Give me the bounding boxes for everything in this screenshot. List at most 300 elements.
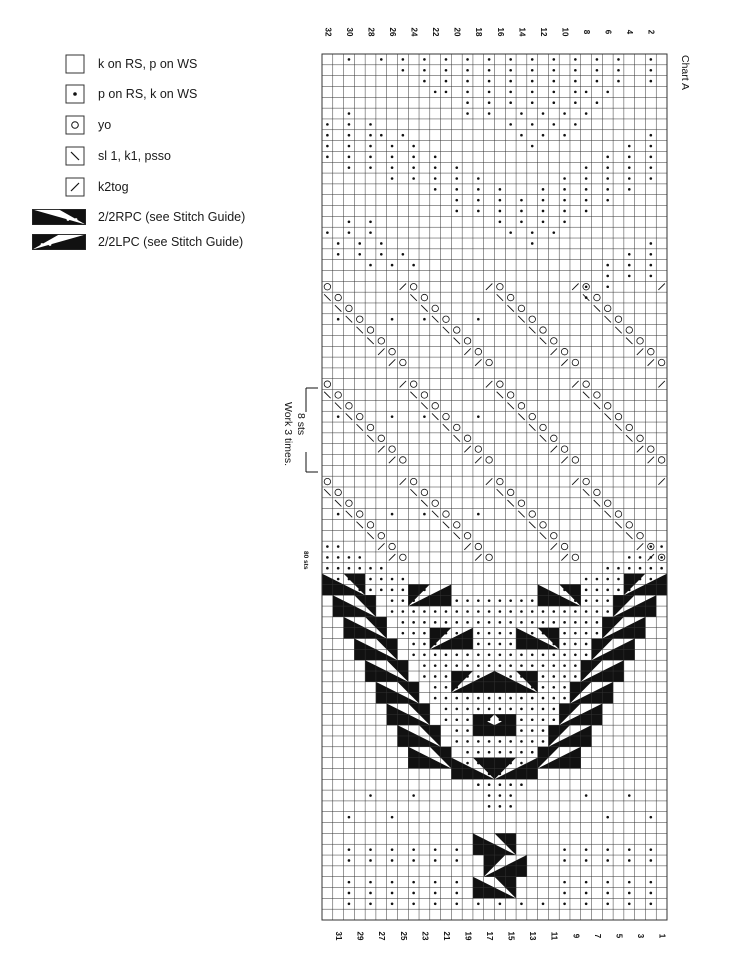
purl-stitch-mark	[455, 653, 458, 656]
purl-stitch-mark	[326, 545, 329, 548]
ssk-stitch-mark	[454, 435, 460, 441]
purl-stitch-mark	[574, 123, 577, 126]
yo-stitch-mark	[648, 446, 654, 452]
purl-stitch-mark	[509, 783, 512, 786]
purl-stitch-mark	[606, 859, 609, 862]
purl-stitch-mark	[574, 610, 577, 613]
top-column-number: 4	[625, 29, 635, 35]
yo-stitch-mark	[443, 413, 449, 419]
purl-stitch-mark	[380, 253, 383, 256]
k2tog-stitch-mark	[475, 554, 481, 560]
ssk-stitch-mark	[540, 435, 546, 441]
purl-stitch-mark	[423, 58, 426, 61]
purl-stitch-mark	[488, 664, 491, 667]
purl-stitch-mark	[477, 740, 480, 743]
purl-stitch-mark	[402, 69, 405, 72]
purl-stitch-mark	[412, 881, 415, 884]
purl-stitch-mark	[542, 220, 545, 223]
purl-stitch-mark	[369, 220, 372, 223]
purl-stitch-mark	[650, 816, 653, 819]
ssk-stitch-mark	[507, 403, 513, 409]
purl-stitch-mark	[606, 156, 609, 159]
purl-stitch-mark	[542, 199, 545, 202]
purl-stitch-mark	[585, 210, 588, 213]
k2tog-stitch-mark	[486, 381, 492, 387]
purl-stitch-mark	[520, 210, 523, 213]
yo-stitch-mark	[583, 478, 589, 484]
yo-stitch-mark	[367, 424, 373, 430]
purl-stitch-mark	[445, 58, 448, 61]
purl-stitch-mark	[509, 231, 512, 234]
k2tog-stitch-mark	[572, 478, 578, 484]
ssk-stitch-mark	[497, 294, 503, 300]
ssk-stitch-mark	[518, 316, 524, 322]
yo-stitch-mark	[518, 305, 524, 311]
purl-stitch-mark	[606, 275, 609, 278]
purl-stitch-mark	[596, 589, 599, 592]
purl-stitch-mark	[509, 653, 512, 656]
purl-stitch-mark	[391, 166, 394, 169]
purl-stitch-mark	[412, 621, 415, 624]
purl-stitch-mark	[488, 708, 491, 711]
purl-stitch-mark	[531, 599, 534, 602]
purl-stitch-mark	[466, 80, 469, 83]
yo-stitch-mark	[551, 338, 557, 344]
purl-stitch-mark	[348, 134, 351, 137]
purl-stitch-mark	[509, 621, 512, 624]
ssk-stitch-mark	[410, 294, 416, 300]
purl-stitch-mark	[628, 264, 631, 267]
bottom-column-number: 19	[463, 931, 473, 941]
purl-stitch-mark	[520, 697, 523, 700]
purl-stitch-mark	[348, 892, 351, 895]
top-column-number: 2	[646, 29, 656, 35]
purl-stitch-mark	[520, 740, 523, 743]
legend-label: 2/2LPC (see Stitch Guide)	[98, 235, 244, 249]
ssk-stitch-mark	[497, 392, 503, 398]
purl-stitch-mark	[542, 718, 545, 721]
purl-stitch-mark	[488, 632, 491, 635]
yo-stitch-mark	[626, 522, 632, 528]
purl-stitch-mark	[369, 859, 372, 862]
ssk-stitch-mark	[410, 392, 416, 398]
k2tog-stitch-mark	[475, 457, 481, 463]
purl-stitch-mark	[348, 123, 351, 126]
purl-stitch-mark	[499, 794, 502, 797]
purl-stitch-mark	[606, 578, 609, 581]
purl-stitch-mark	[488, 80, 491, 83]
purl-stitch-mark	[369, 892, 372, 895]
purl-stitch-mark	[628, 567, 631, 570]
purl-stitch-mark	[412, 653, 415, 656]
purl-stitch-mark	[650, 58, 653, 61]
purl-stitch-mark	[596, 632, 599, 635]
purl-stitch-mark	[617, 69, 620, 72]
bottom-column-number: 17	[485, 931, 494, 941]
purl-stitch-mark	[369, 578, 372, 581]
purl-stitch-mark	[628, 902, 631, 905]
yo-stitch-mark	[475, 446, 481, 452]
purl-stitch-mark	[531, 145, 534, 148]
bottom-column-number: 5	[614, 933, 624, 939]
purl-stitch-mark	[531, 621, 534, 624]
purl-stitch-mark	[542, 134, 545, 137]
yo-stitch-mark	[604, 500, 610, 506]
legend-label: p on RS, k on WS	[98, 87, 198, 101]
purl-stitch-mark	[552, 697, 555, 700]
purl-stitch-mark	[391, 599, 394, 602]
yo-stitch-mark	[421, 489, 427, 495]
ssk-stitch-mark	[604, 316, 610, 322]
purl-stitch-mark	[542, 188, 545, 191]
purl-stitch-mark	[455, 718, 458, 721]
purl-stitch-mark	[660, 545, 663, 548]
purl-stitch-mark	[585, 902, 588, 905]
purl-stitch-mark	[628, 188, 631, 191]
purl-stitch-mark	[434, 664, 437, 667]
purl-stitch-mark	[337, 318, 340, 321]
purl-stitch-mark	[434, 675, 437, 678]
purl-stitch-mark	[488, 697, 491, 700]
purl-stitch-mark	[660, 556, 663, 559]
purl-stitch-mark	[326, 567, 329, 570]
purl-stitch-mark	[628, 859, 631, 862]
purl-stitch-mark	[488, 112, 491, 115]
yo-stitch-mark	[540, 522, 546, 528]
purl-stitch-mark	[348, 881, 351, 884]
ssk-stitch-mark	[335, 305, 341, 311]
yo-stitch-mark	[335, 489, 341, 495]
purl-stitch-mark	[445, 610, 448, 613]
top-column-number: 16	[495, 27, 505, 37]
ssk-stitch-mark	[443, 424, 449, 430]
purl-stitch-mark	[402, 58, 405, 61]
ssk-stitch-mark	[594, 305, 600, 311]
purl-stitch-mark	[380, 567, 383, 570]
purl-stitch-mark	[455, 892, 458, 895]
yo-stitch-mark	[410, 284, 416, 290]
yo-stitch-mark	[518, 500, 524, 506]
ssk-stitch-mark	[626, 338, 632, 344]
purl-stitch-mark	[499, 805, 502, 808]
purl-stitch-mark	[585, 643, 588, 646]
purl-stitch-mark	[499, 632, 502, 635]
purl-stitch-mark	[552, 58, 555, 61]
purl-stitch-mark	[477, 599, 480, 602]
ssk-stitch-mark	[583, 392, 589, 398]
yo-stitch-mark	[604, 305, 610, 311]
ssk-stitch-mark	[367, 532, 373, 538]
purl-stitch-mark	[509, 80, 512, 83]
purl-stitch-mark	[466, 58, 469, 61]
purl-stitch-mark	[650, 264, 653, 267]
purl-stitch-mark	[477, 318, 480, 321]
k2tog-stitch-mark	[658, 284, 664, 290]
purl-stitch-mark	[488, 653, 491, 656]
purl-stitch-mark	[445, 708, 448, 711]
purl-stitch-mark	[445, 91, 448, 94]
purl-stitch-mark	[650, 902, 653, 905]
purl-stitch-mark	[466, 653, 469, 656]
purl-stitch-mark	[477, 199, 480, 202]
purl-stitch-mark	[596, 578, 599, 581]
purl-stitch-mark	[455, 210, 458, 213]
purl-stitch-mark	[455, 729, 458, 732]
bottom-column-number: 23	[420, 931, 430, 941]
purl-stitch-mark	[326, 231, 329, 234]
yo-stitch-mark	[432, 403, 438, 409]
purl-stitch-mark	[650, 859, 653, 862]
ssk-stitch-mark	[324, 294, 330, 300]
k2tog-stitch-mark	[637, 446, 643, 452]
purl-stitch-mark	[348, 902, 351, 905]
purl-stitch-mark	[542, 729, 545, 732]
k2tog-stitch-mark	[378, 543, 384, 549]
purl-stitch-mark	[391, 177, 394, 180]
purl-stitch-mark	[358, 556, 361, 559]
purl-stitch-mark	[499, 697, 502, 700]
yo-stitch-mark	[400, 554, 406, 560]
purl-stitch-mark	[455, 708, 458, 711]
purl-stitch-mark	[552, 101, 555, 104]
yo-stitch-mark	[572, 554, 578, 560]
bottom-column-number: 7	[592, 933, 602, 939]
purl-stitch-mark	[391, 156, 394, 159]
yo-stitch-mark	[367, 522, 373, 528]
yo-stitch-mark	[378, 532, 384, 538]
purl-stitch-mark	[434, 859, 437, 862]
k2tog-stitch-mark	[400, 381, 406, 387]
purl-stitch-mark	[574, 632, 577, 635]
top-column-number: 24	[409, 27, 419, 37]
k2tog-stitch-mark	[486, 478, 492, 484]
purl-stitch-mark	[445, 80, 448, 83]
yo-stitch-mark	[346, 500, 352, 506]
ssk-stitch-mark	[454, 532, 460, 538]
purl-stitch-mark	[563, 210, 566, 213]
purl-stitch-mark	[606, 848, 609, 851]
purl-stitch-mark	[574, 675, 577, 678]
purl-stitch-mark	[337, 415, 340, 418]
yo-stitch-mark	[454, 522, 460, 528]
purl-stitch-mark	[337, 253, 340, 256]
purl-stitch-mark	[542, 112, 545, 115]
purl-stitch-mark	[650, 134, 653, 137]
purl-stitch-mark	[466, 91, 469, 94]
purl-stitch-mark	[606, 166, 609, 169]
ssk-stitch-mark	[432, 511, 438, 517]
k2tog-stitch-mark	[464, 348, 470, 354]
k2tog-stitch-mark	[378, 446, 384, 452]
purl-stitch-mark	[585, 632, 588, 635]
purl-stitch-mark	[488, 643, 491, 646]
purl-stitch-mark	[445, 664, 448, 667]
purl-stitch-mark	[477, 632, 480, 635]
yo-stitch-mark	[367, 327, 373, 333]
purl-stitch-mark	[499, 210, 502, 213]
yo-stitch-mark	[475, 543, 481, 549]
purl-stitch-mark	[499, 708, 502, 711]
yo-stitch-mark	[507, 294, 513, 300]
purl-stitch-mark	[650, 156, 653, 159]
purl-stitch-mark	[531, 708, 534, 711]
bottom-column-number: 15	[506, 931, 516, 941]
purl-stitch-mark	[412, 902, 415, 905]
purl-stitch-mark	[369, 589, 372, 592]
yo-stitch-mark	[615, 413, 621, 419]
purl-stitch-mark	[499, 220, 502, 223]
purl-stitch-mark	[348, 58, 351, 61]
purl-stitch-mark	[455, 599, 458, 602]
purl-stitch-mark	[563, 112, 566, 115]
yo-stitch-mark	[518, 403, 524, 409]
yo-stitch-mark	[357, 413, 363, 419]
purl-stitch-mark	[585, 794, 588, 797]
yo-stitch-mark	[529, 316, 535, 322]
purl-stitch-mark	[596, 621, 599, 624]
purl-stitch-mark	[552, 653, 555, 656]
ssk-stitch-mark	[583, 294, 589, 300]
purl-stitch-mark	[520, 199, 523, 202]
k2tog-stitch-mark	[551, 446, 557, 452]
purl-stitch-mark	[499, 664, 502, 667]
legend-label: yo	[98, 118, 112, 132]
ssk-stitch-mark	[615, 522, 621, 528]
ssk-stitch-mark	[497, 489, 503, 495]
purl-stitch-mark	[391, 513, 394, 516]
purl-stitch-mark	[412, 632, 415, 635]
purl-stitch-mark	[402, 632, 405, 635]
ssk-stitch-mark	[594, 500, 600, 506]
yo-stitch-mark	[594, 294, 600, 300]
purl-stitch-mark	[412, 859, 415, 862]
ssk-stitch-mark	[583, 489, 589, 495]
purl-stitch-mark	[477, 643, 480, 646]
purl-stitch-mark	[639, 567, 642, 570]
purl-stitch-mark	[434, 686, 437, 689]
ssk-stitch-mark	[443, 327, 449, 333]
purl-stitch-mark	[348, 220, 351, 223]
top-column-number: 18	[474, 27, 484, 37]
purl-stitch-mark	[552, 69, 555, 72]
purl-stitch-mark	[337, 513, 340, 516]
bottom-column-number: 11	[549, 931, 559, 941]
yo-stitch-mark	[486, 457, 492, 463]
yo-stitch-mark	[400, 359, 406, 365]
ssk-stitch-mark	[346, 413, 352, 419]
ssk-stitch-mark	[324, 489, 330, 495]
purl-stitch-mark	[455, 621, 458, 624]
purl-stitch-mark	[509, 751, 512, 754]
purl-stitch-mark	[531, 101, 534, 104]
purl-stitch-mark	[520, 729, 523, 732]
purl-stitch-mark	[563, 892, 566, 895]
purl-stitch-mark	[563, 632, 566, 635]
bottom-column-number: 25	[398, 931, 408, 941]
yo-stitch-mark	[454, 327, 460, 333]
column-number-labels	[323, 28, 666, 941]
k2tog-stitch-mark	[551, 543, 557, 549]
purl-stitch-mark	[606, 599, 609, 602]
purl-stitch-mark	[391, 318, 394, 321]
purl-stitch-mark	[445, 69, 448, 72]
purl-stitch-mark	[531, 610, 534, 613]
top-column-number: 32	[323, 27, 333, 37]
purl-stitch-mark	[369, 902, 372, 905]
purl-stitch-mark	[563, 621, 566, 624]
purl-stitch-mark	[499, 902, 502, 905]
k2tog-stitch-mark	[561, 554, 567, 560]
purl-stitch-mark	[423, 621, 426, 624]
purl-stitch-mark	[531, 242, 534, 245]
yo-stitch-mark	[464, 532, 470, 538]
yo-stitch-mark	[357, 316, 363, 322]
ssk-stitch-mark	[626, 532, 632, 538]
yo-stitch-mark	[572, 457, 578, 463]
purl-stitch-mark	[348, 166, 351, 169]
purl-stitch-mark	[391, 859, 394, 862]
purl-stitch-mark	[466, 610, 469, 613]
purl-stitch-mark	[412, 643, 415, 646]
top-column-number: 28	[366, 27, 376, 37]
yo-stitch-mark	[615, 316, 621, 322]
purl-stitch-mark	[520, 783, 523, 786]
purl-stitch-mark	[596, 80, 599, 83]
purl-stitch-mark	[585, 578, 588, 581]
purl-stitch-mark	[596, 58, 599, 61]
yo-stitch-mark	[443, 316, 449, 322]
yo-stitch-mark	[658, 457, 664, 463]
purl-stitch-mark	[531, 69, 534, 72]
purl-stitch-mark	[509, 740, 512, 743]
purl-stitch-mark	[617, 589, 620, 592]
purl-stitch-mark	[477, 675, 480, 678]
purl-stitch-mark	[369, 794, 372, 797]
purl-stitch-mark	[412, 264, 415, 267]
yo-stitch-mark	[389, 348, 395, 354]
purl-stitch-mark	[606, 902, 609, 905]
purl-stitch-mark	[434, 188, 437, 191]
yo-stitch-mark	[583, 381, 589, 387]
ssk-stitch-mark	[357, 327, 363, 333]
ssk-stitch-mark	[335, 500, 341, 506]
purl-stitch-mark	[402, 589, 405, 592]
purl-stitch-mark	[585, 166, 588, 169]
purl-stitch-mark	[509, 697, 512, 700]
purl-stitch-mark	[520, 220, 523, 223]
ssk-stitch-mark	[518, 413, 524, 419]
purl-stitch-mark	[596, 69, 599, 72]
purl-stitch-mark	[477, 415, 480, 418]
purl-stitch-mark	[391, 848, 394, 851]
ssk-stitch-mark	[357, 522, 363, 528]
purl-stitch-mark	[358, 567, 361, 570]
purl-stitch-mark	[650, 242, 653, 245]
purl-stitch-mark	[542, 740, 545, 743]
purl-stitch-mark	[585, 892, 588, 895]
purl-stitch-mark	[509, 599, 512, 602]
repeat-instruction-label: Work 3 times.	[282, 402, 294, 466]
ssk-stitch-mark	[410, 489, 416, 495]
purl-stitch-mark	[509, 610, 512, 613]
purl-stitch-mark	[348, 156, 351, 159]
purl-stitch-mark	[369, 156, 372, 159]
purl-stitch-mark	[369, 123, 372, 126]
yo-stitch-mark	[324, 478, 330, 484]
yo-stitch-mark	[637, 435, 643, 441]
top-column-number: 22	[431, 27, 441, 37]
ssk-stitch-mark	[454, 338, 460, 344]
